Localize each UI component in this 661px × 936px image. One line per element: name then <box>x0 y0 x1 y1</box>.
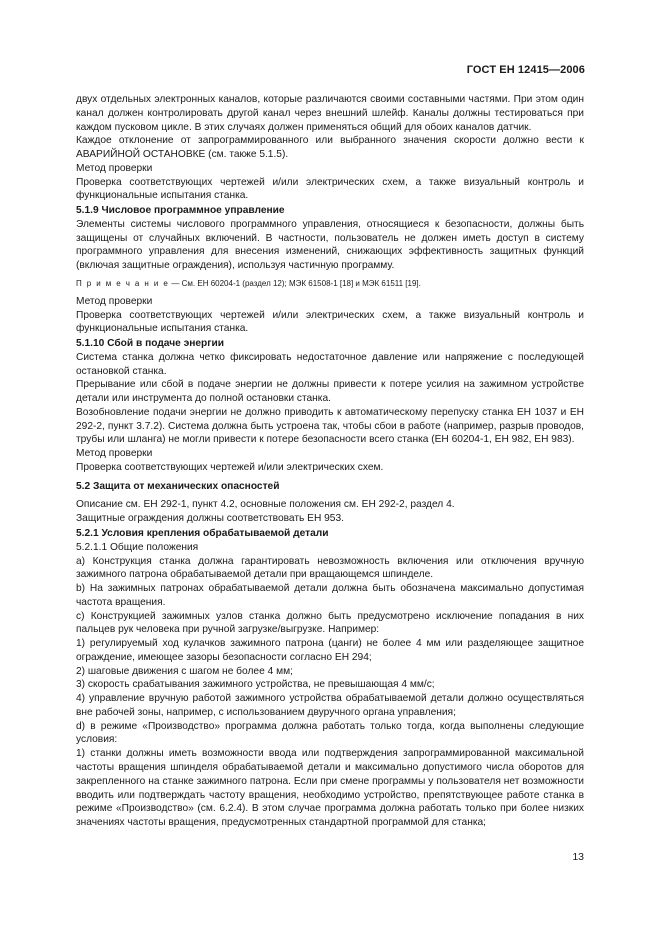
section-heading-5-2: 5.2 Защита от механических опасностей <box>76 480 280 492</box>
paragraph: Возобновление подачи энергии не должно приводить к автоматическому перепуску станка ЕН 1037 и ЕН 292-2, пункт 3.7.2). Система должна быть устроена так, чтобы сбои в работе (например, разрыв проводов, трубы или шланга) не могли привести к потере безопасности всего станка (ЕН 60204-1, ЕН 982, ЕН 983). <box>76 406 584 446</box>
paragraph: Защитные ограждения должны соответствовать ЕН 953. <box>76 513 344 525</box>
list-item: 1) регулируемый ход кулачков зажимного патрона (цанги) не более 4 мм или разделяющее защитное ограждение, имеющее зазоры безопасности согласно ЕН 294; <box>76 638 584 663</box>
paragraph: двух отдельных электронных каналов, которые различаются своими составными частями. При этом один канал должен контролировать другой канал через внешний шлейф. Каналы должны тестироваться при каждом пусковом цикле. В этих случаях должен применяться общий для обоих каналов датчик. <box>76 94 584 133</box>
paragraph: Проверка соответствующих чертежей и/или электрических схем, а также визуальный контроль и функциональные испытания станка. <box>76 309 584 335</box>
section-heading-5-1-10: 5.1.10 Сбой в подаче энергии <box>76 338 225 350</box>
list-item: 4) управление вручную работой зажимного устройства обрабатываемой детали должно осуществляться вне рабочей зоны, например, с использованием двуручного органа управления; <box>76 693 584 718</box>
list-item: b) На зажимных патронах обрабатываемой детали должна быть обозначена максимально допустимая частота вращения. <box>76 583 584 608</box>
list-item: d) в режиме «Производство» программа должна работать только тогда, когда выполнены следующие условия: <box>76 720 584 746</box>
note-text: — См. ЕН 60204-1 (раздел 12); МЭК 61508-1 [18] и МЭК 61511 [19]. <box>169 278 421 288</box>
list-item: 1) станки должны иметь возможности ввода или подтверждения запрограммированной максимальной частоты вращения шпинделя обрабатываемой детали и максимально допустимого числа оборотов для закрепленного на станке зажимного патрона. Если при смене программы у пользователя нет возможности вводить или подтверждать частоту вращения, необходимо устройство, препятствующее работе станка в режиме «Производство» (см. 6.2.4). В этом случае программа должна работать только при более низких значениях частоты вращения, предусмотренных стандартной программой для станка; <box>76 748 584 829</box>
paragraph: Метод проверки <box>76 448 153 460</box>
list-item: 3) скорость срабатывания зажимного устройства, не превышающая 4 мм/с; <box>76 679 435 691</box>
section-heading-5-1-9: 5.1.9 Числовое программное управление <box>76 205 285 217</box>
list-item: 2) шаговые движения с шагом не более 4 мм; <box>76 665 293 677</box>
paragraph: Элементы системы числового программного управления, относящиеся к безопасности, должны быть защищены от случайных включений. В частности, пользователь не должен иметь доступ в систему программного управления для внесения изменений, снижающих эффективность защитных функций (включая защитные ограждения), используя частичную программу. <box>76 218 584 272</box>
document-id-header: ГОСТ ЕН 12415—2006 <box>466 64 585 76</box>
subsection-heading-5-2-1-1: 5.2.1.1 Общие положения <box>76 541 199 553</box>
page-number: 13 <box>572 851 584 863</box>
list-item: а) Конструкция станка должна гарантировать невозможность включения или отключения вручную зажимного патрона обрабатываемой детали при вращающемся шпинделе. <box>76 555 584 581</box>
section-heading-5-2-1: 5.2.1 Условия крепления обрабатываемой детали <box>76 528 329 539</box>
paragraph: Каждое отклонение от запрограммированного или выбранного значения скорости должно вести к АВАРИЙНОЙ ОСТАНОВКЕ (см. также 5.1.5). <box>76 135 584 161</box>
note <box>76 279 584 290</box>
paragraph: Метод проверки <box>76 295 153 307</box>
paragraph: Прерывание или сбой в подаче энергии не должны привести к потере усилия на зажимном устройстве детали или инструмента до полной остановки станка. <box>76 379 584 405</box>
page-body <box>76 93 584 830</box>
note-label: П р и м е ч а н и е <box>76 278 170 288</box>
paragraph: Проверка соответствующих чертежей и/или электрических схем, а также визуальный контроль и функциональные испытания станка. <box>76 176 584 202</box>
paragraph: Система станка должна четко фиксировать недостаточное давление или напряжение с последующей остановкой станка. <box>76 351 584 377</box>
paragraph: Метод проверки <box>76 162 153 174</box>
paragraph: Проверка соответствующих чертежей и/или электрических схем. <box>76 461 384 473</box>
list-item: с) Конструкцией зажимных узлов станка должно быть предусмотрено исключение попадания в них пальцев рук человека при ручной загрузке/выгрузке. Например: <box>76 610 584 636</box>
paragraph: Описание см. ЕН 292-1, пункт 4.2, основные положения см. ЕН 292-2, раздел 4. <box>76 499 455 511</box>
